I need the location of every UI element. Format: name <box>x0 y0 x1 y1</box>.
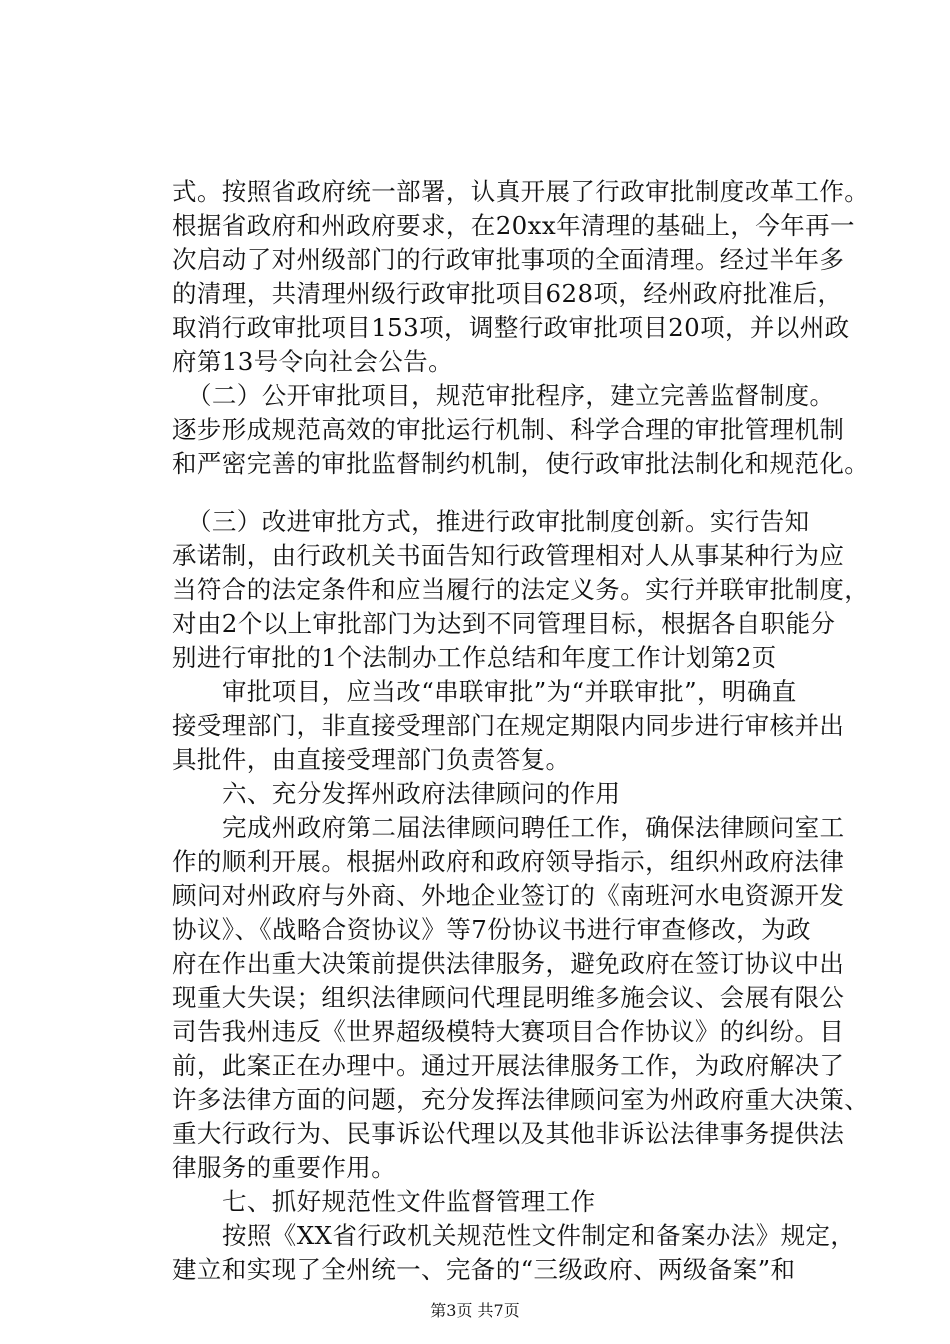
text-line: 前，此案正在办理中。通过开展法律服务工作，为政府解决了 <box>172 1051 845 1080</box>
text-line: 承诺制，由行政机关书面告知行政管理相对人从事某种行为应 <box>172 541 845 570</box>
text-line: 许多法律方面的问题，充分发挥法律顾问室为州政府重大决策、 <box>172 1085 870 1114</box>
text-line: 作的顺利开展。根据州政府和政府领导指示，组织州政府法律 <box>172 847 845 876</box>
text-line: （二）公开审批项目，规范审批程序，建立完善监督制度。 <box>187 381 835 410</box>
text-line: 律服务的重要作用。 <box>172 1153 397 1182</box>
text-line: 审批项目，应当改“串联审批”为“并联审批”，明确直 <box>222 677 797 706</box>
text-line: 逐步形成规范高效的审批运行机制、科学合理的审批管理机制 <box>172 415 845 444</box>
text-line: 府在作出重大决策前提供法律服务，避免政府在签订协议中出 <box>172 949 845 978</box>
text-line: 重大行政行为、民事诉讼代理以及其他非诉讼法律事务提供法 <box>172 1119 845 1148</box>
text-line: 别进行审批的1个法制办工作总结和年度工作计划第2页 <box>172 643 777 672</box>
text-line: 当符合的法定条件和应当履行的法定义务。实行并联审批制度， <box>172 575 870 604</box>
text-line: 按照《XX省行政机关规范性文件制定和备案办法》规定， <box>222 1221 856 1250</box>
text-line: 具批件，由直接受理部门负责答复。 <box>172 745 571 774</box>
section-heading: 六、充分发挥州政府法律顾问的作用 <box>222 779 621 808</box>
text-line: （三）改进审批方式，推进行政审批制度创新。实行告知 <box>187 507 810 536</box>
text-line: 协议》、《战略合资协议》等7份协议书进行审查修改，为政 <box>172 915 811 944</box>
text-line: 完成州政府第二届法律顾问聘任工作，确保法律顾问室工 <box>222 813 845 842</box>
text-line: 取消行政审批项目153项，调整行政审批项目20项，并以州政 <box>172 313 850 342</box>
text-line: 根据省政府和州政府要求，在20xx年清理的基础上，今年再一 <box>172 211 855 240</box>
text-line: 次启动了对州级部门的行政审批事项的全面清理。经过半年多 <box>172 245 845 274</box>
text-line: 接受理部门，非直接受理部门在规定期限内同步进行审核并出 <box>172 711 845 740</box>
text-line: 现重大失误；组织法律顾问代理昆明维多施会议、会展有限公 <box>172 983 845 1012</box>
section-heading: 七、抓好规范性文件监督管理工作 <box>222 1187 596 1216</box>
text-line: 建立和实现了全州统一、完备的“三级政府、两级备案”和 <box>172 1255 796 1284</box>
text-line: 的清理，共清理州级行政审批项目628项，经州政府批准后， <box>172 279 843 308</box>
text-line: 对由2个以上审批部门为达到不同管理目标，根据各自职能分 <box>172 609 836 638</box>
page-number-footer: 第3页 共7页 <box>430 1301 520 1320</box>
text-line: 司告我州违反《世界超级模特大赛项目合作协议》的纠纷。目 <box>172 1017 845 1046</box>
text-line: 府第13号令向社会公告。 <box>172 347 453 376</box>
text-line: 顾问对州政府与外商、外地企业签订的《南班河水电资源开发 <box>172 881 845 910</box>
text-line: 和严密完善的审批监督制约机制，使行政审批法制化和规范化。 <box>172 449 870 478</box>
text-line: 式。按照省政府统一部署，认真开展了行政审批制度改革工作。 <box>172 177 870 206</box>
